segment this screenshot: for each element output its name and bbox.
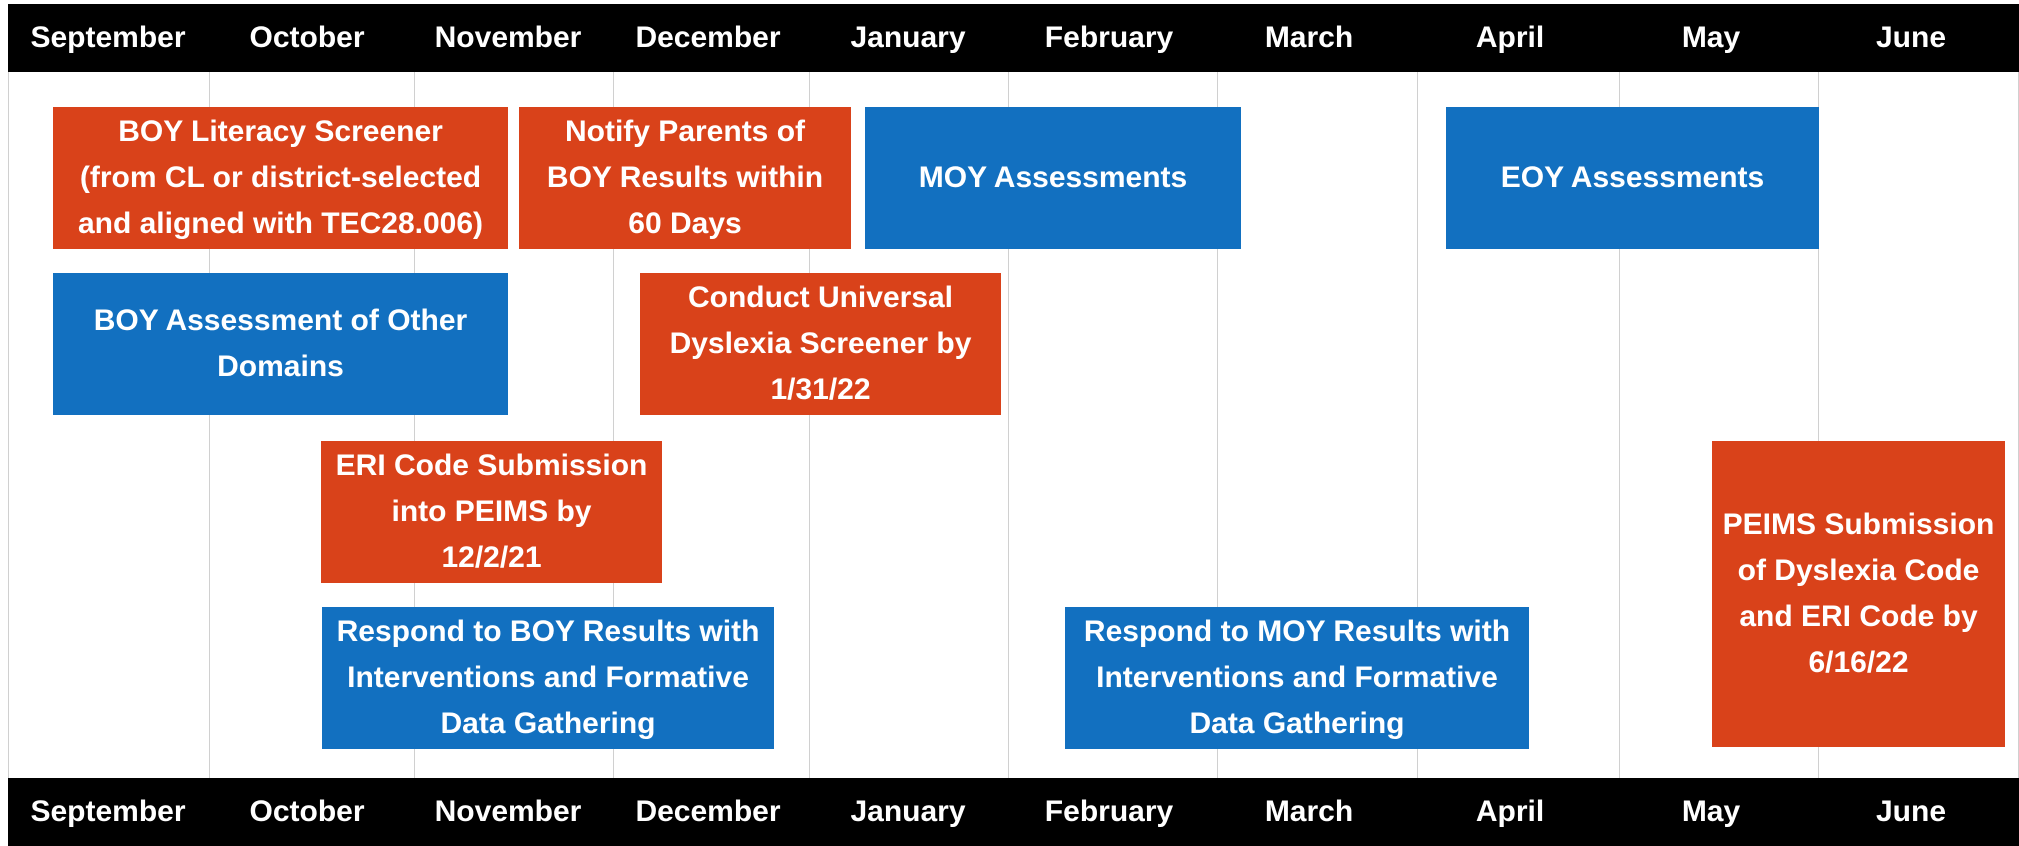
event-universal-dyslexia-screener [640,273,1001,415]
month-label-may: May [1681,21,1741,54]
month-label-may: May [1681,795,1741,828]
month-label-june: June [1875,21,1947,54]
event-label: ERI Code Submission into PEIMS by 12/2/21 [335,449,648,574]
grid-line [8,72,9,778]
event-respond-boy-results [322,607,774,749]
event-label: BOY Literacy Screener (from CL or district-selected and aligned with TEC28.006) [77,115,484,240]
event-label: EOY Assessments [1500,161,1765,194]
month-label-march: March [1264,795,1354,828]
month-label-december: December [635,795,781,828]
event-label: BOY Assessment of Other Domains [93,304,468,383]
event-label: MOY Assessments [918,161,1188,194]
month-label-september: September [30,21,186,54]
month-label-march: March [1264,21,1354,54]
month-label-february: February [1044,795,1174,828]
month-label-april: April [1475,795,1545,828]
event-label: Respond to MOY Results with Interventions and Formative Data Gathering [1083,615,1511,740]
event-respond-moy-results [1065,607,1529,749]
month-header-top [8,4,2019,72]
month-label-october: October [249,795,365,828]
month-label-october: October [249,21,365,54]
month-label-june: June [1875,795,1947,828]
event-eri-code-submission [321,441,662,583]
event-moy-assessments [865,107,1241,249]
month-label-january: January [850,21,966,54]
event-label: Respond to BOY Results with Interventions and Formative Data Gathering [336,615,760,740]
month-label-january: January [850,795,966,828]
event-notify-parents [519,107,851,249]
event-boy-other-domains [53,273,508,415]
event-peims-dyslexia-submission [1712,441,2005,747]
event-label: Notify Parents of BOY Results within 60 Days [546,115,824,240]
month-label-september: September [30,795,186,828]
month-label-november: November [434,795,582,828]
month-label-april: April [1475,21,1545,54]
month-label-november: November [434,21,582,54]
event-label: Conduct Universal Dyslexia Screener by 1/31/22 [669,281,972,406]
event-boy-literacy-screener [53,107,508,249]
month-label-december: December [635,21,781,54]
month-header-bottom [8,778,2019,846]
event-label: PEIMS Submission of Dyslexia Code and ERI Code by 6/16/22 [1722,508,1995,679]
month-label-february: February [1044,21,1174,54]
event-eoy-assessments [1446,107,1819,249]
